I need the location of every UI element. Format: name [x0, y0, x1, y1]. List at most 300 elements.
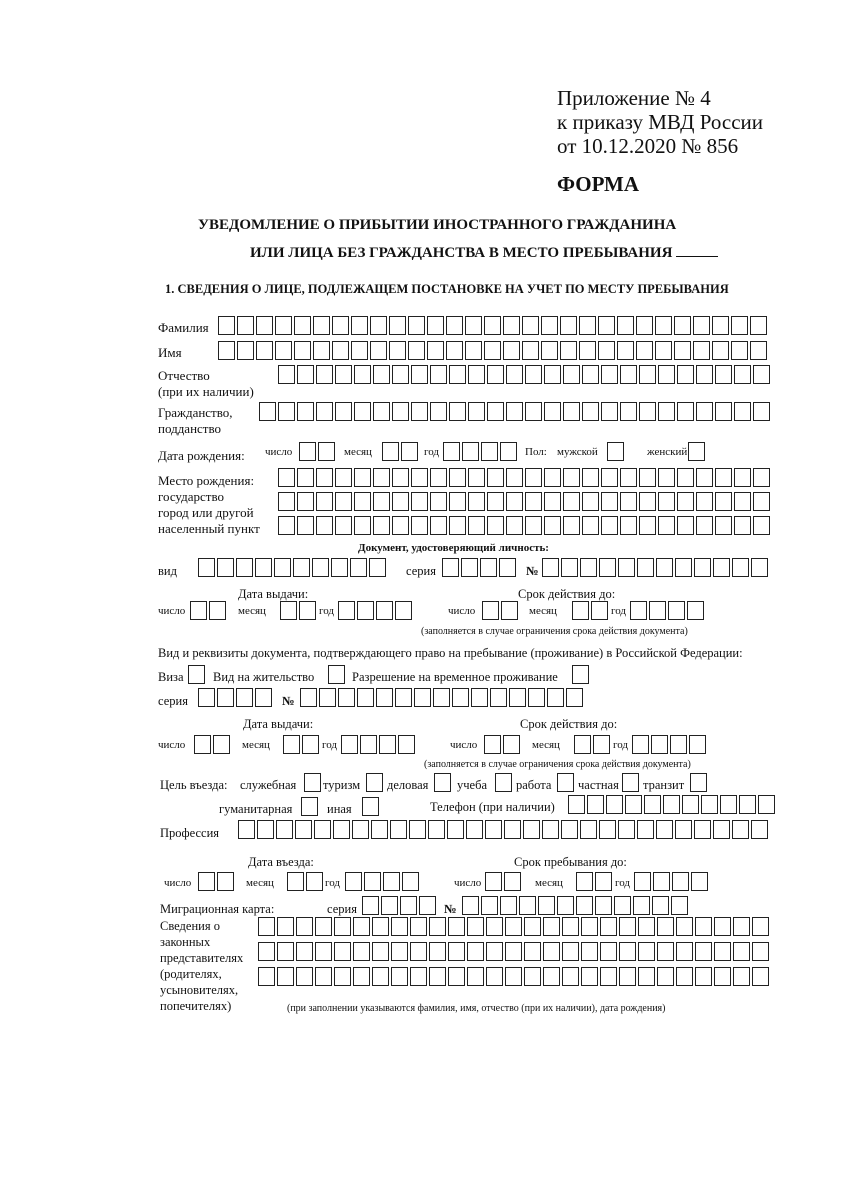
char-cell[interactable]	[542, 558, 559, 577]
char-cell[interactable]	[217, 872, 234, 891]
char-cell[interactable]	[274, 558, 291, 577]
char-cell[interactable]	[209, 601, 226, 620]
char-cell[interactable]	[487, 468, 504, 487]
title-blank[interactable]	[676, 242, 718, 257]
char-cell[interactable]	[278, 402, 295, 421]
char-cell[interactable]	[428, 820, 445, 839]
char-cell[interactable]	[354, 365, 371, 384]
char-cell[interactable]	[392, 492, 409, 511]
char-cell[interactable]	[734, 516, 751, 535]
char-cell[interactable]	[334, 917, 351, 936]
char-cell[interactable]	[255, 558, 272, 577]
char-cell[interactable]	[568, 795, 585, 814]
purpose-tourism-checkbox[interactable]	[366, 773, 383, 792]
char-cell[interactable]	[696, 468, 713, 487]
char-cell[interactable]	[427, 341, 444, 360]
char-cell[interactable]	[732, 558, 749, 577]
char-cell[interactable]	[392, 516, 409, 535]
char-cell[interactable]	[509, 688, 526, 707]
char-cell[interactable]	[636, 316, 653, 335]
id-doc-type-field[interactable]	[198, 558, 388, 578]
char-cell[interactable]	[566, 688, 583, 707]
char-cell[interactable]	[751, 558, 768, 577]
char-cell[interactable]	[198, 688, 215, 707]
char-cell[interactable]	[335, 492, 352, 511]
right-doc-number-field[interactable]	[300, 688, 585, 708]
char-cell[interactable]	[620, 468, 637, 487]
char-cell[interactable]	[601, 365, 618, 384]
char-cell[interactable]	[701, 795, 718, 814]
char-cell[interactable]	[278, 516, 295, 535]
char-cell[interactable]	[449, 468, 466, 487]
char-cell[interactable]	[519, 896, 536, 915]
char-cell[interactable]	[677, 492, 694, 511]
char-cell[interactable]	[351, 341, 368, 360]
char-cell[interactable]	[280, 601, 297, 620]
char-cell[interactable]	[638, 917, 655, 936]
char-cell[interactable]	[528, 688, 545, 707]
char-cell[interactable]	[606, 795, 623, 814]
surname-field[interactable]	[218, 316, 769, 336]
char-cell[interactable]	[712, 316, 729, 335]
char-cell[interactable]	[194, 735, 211, 754]
char-cell[interactable]	[410, 967, 427, 986]
char-cell[interactable]	[637, 820, 654, 839]
char-cell[interactable]	[389, 341, 406, 360]
char-cell[interactable]	[486, 967, 503, 986]
char-cell[interactable]	[468, 516, 485, 535]
char-cell[interactable]	[490, 688, 507, 707]
char-cell[interactable]	[601, 492, 618, 511]
char-cell[interactable]	[410, 942, 427, 961]
char-cell[interactable]	[357, 601, 374, 620]
char-cell[interactable]	[390, 820, 407, 839]
char-cell[interactable]	[237, 341, 254, 360]
char-cell[interactable]	[691, 872, 708, 891]
char-cell[interactable]	[294, 316, 311, 335]
char-cell[interactable]	[313, 341, 330, 360]
char-cell[interactable]	[408, 316, 425, 335]
char-cell[interactable]	[671, 896, 688, 915]
char-cell[interactable]	[677, 402, 694, 421]
char-cell[interactable]	[277, 942, 294, 961]
char-cell[interactable]	[670, 735, 687, 754]
char-cell[interactable]	[354, 492, 371, 511]
char-cell[interactable]	[468, 492, 485, 511]
char-cell[interactable]	[408, 341, 425, 360]
char-cell[interactable]	[675, 820, 692, 839]
entry-year-field[interactable]	[345, 872, 421, 892]
char-cell[interactable]	[579, 316, 596, 335]
char-cell[interactable]	[733, 917, 750, 936]
char-cell[interactable]	[636, 341, 653, 360]
char-cell[interactable]	[427, 316, 444, 335]
char-cell[interactable]	[595, 896, 612, 915]
char-cell[interactable]	[198, 558, 215, 577]
char-cell[interactable]	[506, 468, 523, 487]
char-cell[interactable]	[658, 468, 675, 487]
char-cell[interactable]	[712, 341, 729, 360]
char-cell[interactable]	[687, 601, 704, 620]
char-cell[interactable]	[299, 442, 316, 461]
char-cell[interactable]	[696, 365, 713, 384]
char-cell[interactable]	[335, 402, 352, 421]
char-cell[interactable]	[614, 896, 631, 915]
char-cell[interactable]	[372, 942, 389, 961]
char-cell[interactable]	[658, 516, 675, 535]
patronymic-field[interactable]	[278, 365, 772, 385]
char-cell[interactable]	[601, 468, 618, 487]
char-cell[interactable]	[658, 365, 675, 384]
char-cell[interactable]	[316, 468, 333, 487]
char-cell[interactable]	[338, 601, 355, 620]
char-cell[interactable]	[297, 492, 314, 511]
residence-permit-checkbox[interactable]	[328, 665, 345, 684]
char-cell[interactable]	[487, 402, 504, 421]
char-cell[interactable]	[465, 316, 482, 335]
char-cell[interactable]	[524, 967, 541, 986]
purpose-private-checkbox[interactable]	[622, 773, 639, 792]
char-cell[interactable]	[506, 516, 523, 535]
char-cell[interactable]	[409, 820, 426, 839]
char-cell[interactable]	[714, 917, 731, 936]
char-cell[interactable]	[657, 917, 674, 936]
char-cell[interactable]	[370, 341, 387, 360]
char-cell[interactable]	[373, 468, 390, 487]
char-cell[interactable]	[316, 492, 333, 511]
char-cell[interactable]	[734, 468, 751, 487]
char-cell[interactable]	[620, 365, 637, 384]
char-cell[interactable]	[314, 820, 331, 839]
char-cell[interactable]	[695, 942, 712, 961]
char-cell[interactable]	[695, 917, 712, 936]
char-cell[interactable]	[620, 492, 637, 511]
char-cell[interactable]	[733, 967, 750, 986]
char-cell[interactable]	[625, 795, 642, 814]
char-cell[interactable]	[591, 601, 608, 620]
char-cell[interactable]	[525, 492, 542, 511]
char-cell[interactable]	[713, 820, 730, 839]
char-cell[interactable]	[639, 402, 656, 421]
char-cell[interactable]	[461, 558, 478, 577]
char-cell[interactable]	[598, 316, 615, 335]
char-cell[interactable]	[198, 872, 215, 891]
char-cell[interactable]	[676, 967, 693, 986]
char-cell[interactable]	[402, 872, 419, 891]
char-cell[interactable]	[400, 896, 417, 915]
char-cell[interactable]	[525, 402, 542, 421]
char-cell[interactable]	[338, 688, 355, 707]
name-field[interactable]	[218, 341, 769, 361]
char-cell[interactable]	[353, 917, 370, 936]
char-cell[interactable]	[714, 967, 731, 986]
char-cell[interactable]	[294, 341, 311, 360]
char-cell[interactable]	[543, 917, 560, 936]
char-cell[interactable]	[297, 365, 314, 384]
char-cell[interactable]	[299, 601, 316, 620]
char-cell[interactable]	[753, 365, 770, 384]
char-cell[interactable]	[471, 688, 488, 707]
char-cell[interactable]	[674, 341, 691, 360]
char-cell[interactable]	[542, 820, 559, 839]
char-cell[interactable]	[448, 917, 465, 936]
right-valid-year-field[interactable]	[632, 735, 708, 755]
char-cell[interactable]	[335, 468, 352, 487]
char-cell[interactable]	[364, 872, 381, 891]
char-cell[interactable]	[353, 967, 370, 986]
char-cell[interactable]	[297, 516, 314, 535]
char-cell[interactable]	[383, 872, 400, 891]
char-cell[interactable]	[449, 492, 466, 511]
char-cell[interactable]	[732, 820, 749, 839]
char-cell[interactable]	[695, 967, 712, 986]
char-cell[interactable]	[580, 820, 597, 839]
char-cell[interactable]	[574, 735, 591, 754]
char-cell[interactable]	[693, 316, 710, 335]
char-cell[interactable]	[316, 516, 333, 535]
char-cell[interactable]	[430, 516, 447, 535]
birth-month-field[interactable]	[382, 442, 420, 462]
char-cell[interactable]	[332, 341, 349, 360]
char-cell[interactable]	[560, 316, 577, 335]
char-cell[interactable]	[318, 442, 335, 461]
char-cell[interactable]	[715, 516, 732, 535]
char-cell[interactable]	[371, 820, 388, 839]
char-cell[interactable]	[487, 516, 504, 535]
char-cell[interactable]	[345, 872, 362, 891]
char-cell[interactable]	[213, 735, 230, 754]
char-cell[interactable]	[506, 402, 523, 421]
char-cell[interactable]	[672, 872, 689, 891]
char-cell[interactable]	[446, 341, 463, 360]
right-valid-day-field[interactable]	[484, 735, 522, 755]
char-cell[interactable]	[547, 688, 564, 707]
char-cell[interactable]	[522, 316, 539, 335]
char-cell[interactable]	[395, 601, 412, 620]
char-cell[interactable]	[524, 917, 541, 936]
char-cell[interactable]	[581, 967, 598, 986]
char-cell[interactable]	[277, 917, 294, 936]
char-cell[interactable]	[675, 558, 692, 577]
char-cell[interactable]	[283, 735, 300, 754]
char-cell[interactable]	[350, 558, 367, 577]
char-cell[interactable]	[341, 735, 358, 754]
char-cell[interactable]	[525, 468, 542, 487]
char-cell[interactable]	[373, 516, 390, 535]
char-cell[interactable]	[752, 917, 769, 936]
char-cell[interactable]	[376, 601, 393, 620]
char-cell[interactable]	[430, 365, 447, 384]
char-cell[interactable]	[501, 601, 518, 620]
char-cell[interactable]	[676, 917, 693, 936]
char-cell[interactable]	[351, 316, 368, 335]
char-cell[interactable]	[391, 917, 408, 936]
char-cell[interactable]	[632, 735, 649, 754]
char-cell[interactable]	[506, 492, 523, 511]
char-cell[interactable]	[410, 917, 427, 936]
char-cell[interactable]	[601, 516, 618, 535]
right-doc-series-field[interactable]	[198, 688, 274, 708]
char-cell[interactable]	[639, 365, 656, 384]
entry-day-field[interactable]	[198, 872, 236, 892]
citizenship-field[interactable]	[259, 402, 772, 422]
char-cell[interactable]	[639, 516, 656, 535]
char-cell[interactable]	[398, 735, 415, 754]
char-cell[interactable]	[429, 917, 446, 936]
char-cell[interactable]	[503, 735, 520, 754]
right-issue-year-field[interactable]	[341, 735, 417, 755]
id-doc-number-field[interactable]	[542, 558, 770, 578]
char-cell[interactable]	[275, 316, 292, 335]
char-cell[interactable]	[561, 558, 578, 577]
char-cell[interactable]	[677, 516, 694, 535]
char-cell[interactable]	[734, 402, 751, 421]
id-issue-year-field[interactable]	[338, 601, 414, 621]
char-cell[interactable]	[674, 316, 691, 335]
char-cell[interactable]	[414, 688, 431, 707]
char-cell[interactable]	[315, 967, 332, 986]
char-cell[interactable]	[657, 967, 674, 986]
char-cell[interactable]	[733, 942, 750, 961]
char-cell[interactable]	[217, 558, 234, 577]
char-cell[interactable]	[696, 516, 713, 535]
char-cell[interactable]	[544, 365, 561, 384]
char-cell[interactable]	[618, 820, 635, 839]
char-cell[interactable]	[300, 688, 317, 707]
char-cell[interactable]	[657, 942, 674, 961]
char-cell[interactable]	[296, 942, 313, 961]
char-cell[interactable]	[544, 492, 561, 511]
char-cell[interactable]	[486, 917, 503, 936]
right-issue-day-field[interactable]	[194, 735, 232, 755]
char-cell[interactable]	[581, 917, 598, 936]
char-cell[interactable]	[449, 516, 466, 535]
char-cell[interactable]	[668, 601, 685, 620]
char-cell[interactable]	[715, 402, 732, 421]
char-cell[interactable]	[258, 917, 275, 936]
char-cell[interactable]	[541, 341, 558, 360]
char-cell[interactable]	[563, 468, 580, 487]
char-cell[interactable]	[524, 942, 541, 961]
char-cell[interactable]	[582, 516, 599, 535]
char-cell[interactable]	[638, 967, 655, 986]
char-cell[interactable]	[505, 967, 522, 986]
char-cell[interactable]	[236, 558, 253, 577]
char-cell[interactable]	[236, 688, 253, 707]
char-cell[interactable]	[753, 516, 770, 535]
char-cell[interactable]	[467, 942, 484, 961]
birth-day-field[interactable]	[299, 442, 337, 462]
char-cell[interactable]	[391, 967, 408, 986]
char-cell[interactable]	[484, 316, 501, 335]
char-cell[interactable]	[544, 402, 561, 421]
char-cell[interactable]	[256, 341, 273, 360]
char-cell[interactable]	[620, 516, 637, 535]
id-valid-day-field[interactable]	[482, 601, 520, 621]
purpose-work-checkbox[interactable]	[557, 773, 574, 792]
char-cell[interactable]	[487, 365, 504, 384]
char-cell[interactable]	[758, 795, 775, 814]
char-cell[interactable]	[411, 516, 428, 535]
char-cell[interactable]	[734, 492, 751, 511]
char-cell[interactable]	[447, 820, 464, 839]
right-valid-month-field[interactable]	[574, 735, 612, 755]
char-cell[interactable]	[411, 468, 428, 487]
char-cell[interactable]	[656, 558, 673, 577]
char-cell[interactable]	[652, 896, 669, 915]
char-cell[interactable]	[504, 872, 521, 891]
char-cell[interactable]	[734, 365, 751, 384]
char-cell[interactable]	[335, 365, 352, 384]
char-cell[interactable]	[430, 468, 447, 487]
profession-field[interactable]	[238, 820, 770, 840]
char-cell[interactable]	[392, 468, 409, 487]
char-cell[interactable]	[600, 942, 617, 961]
char-cell[interactable]	[750, 341, 767, 360]
legal-rep-field-2[interactable]	[258, 942, 771, 962]
char-cell[interactable]	[392, 402, 409, 421]
visa-checkbox[interactable]	[188, 665, 205, 684]
char-cell[interactable]	[731, 316, 748, 335]
char-cell[interactable]	[480, 558, 497, 577]
char-cell[interactable]	[689, 735, 706, 754]
char-cell[interactable]	[599, 558, 616, 577]
birth-year-field[interactable]	[443, 442, 519, 462]
char-cell[interactable]	[429, 967, 446, 986]
char-cell[interactable]	[276, 820, 293, 839]
char-cell[interactable]	[696, 492, 713, 511]
id-issue-month-field[interactable]	[280, 601, 318, 621]
char-cell[interactable]	[315, 917, 332, 936]
char-cell[interactable]	[392, 365, 409, 384]
char-cell[interactable]	[190, 601, 207, 620]
char-cell[interactable]	[676, 942, 693, 961]
char-cell[interactable]	[655, 316, 672, 335]
char-cell[interactable]	[218, 316, 235, 335]
char-cell[interactable]	[259, 402, 276, 421]
char-cell[interactable]	[543, 942, 560, 961]
char-cell[interactable]	[638, 942, 655, 961]
char-cell[interactable]	[715, 492, 732, 511]
birthplace-field-2[interactable]	[278, 492, 772, 512]
char-cell[interactable]	[316, 365, 333, 384]
char-cell[interactable]	[663, 795, 680, 814]
char-cell[interactable]	[449, 365, 466, 384]
char-cell[interactable]	[468, 468, 485, 487]
char-cell[interactable]	[682, 795, 699, 814]
char-cell[interactable]	[525, 516, 542, 535]
char-cell[interactable]	[600, 967, 617, 986]
char-cell[interactable]	[580, 558, 597, 577]
char-cell[interactable]	[353, 942, 370, 961]
char-cell[interactable]	[452, 688, 469, 707]
char-cell[interactable]	[656, 820, 673, 839]
char-cell[interactable]	[331, 558, 348, 577]
id-valid-year-field[interactable]	[630, 601, 706, 621]
char-cell[interactable]	[401, 442, 418, 461]
char-cell[interactable]	[713, 558, 730, 577]
char-cell[interactable]	[238, 820, 255, 839]
char-cell[interactable]	[601, 402, 618, 421]
char-cell[interactable]	[600, 917, 617, 936]
char-cell[interactable]	[637, 558, 654, 577]
char-cell[interactable]	[360, 735, 377, 754]
char-cell[interactable]	[217, 688, 234, 707]
char-cell[interactable]	[372, 917, 389, 936]
char-cell[interactable]	[333, 820, 350, 839]
char-cell[interactable]	[485, 820, 502, 839]
char-cell[interactable]	[693, 341, 710, 360]
